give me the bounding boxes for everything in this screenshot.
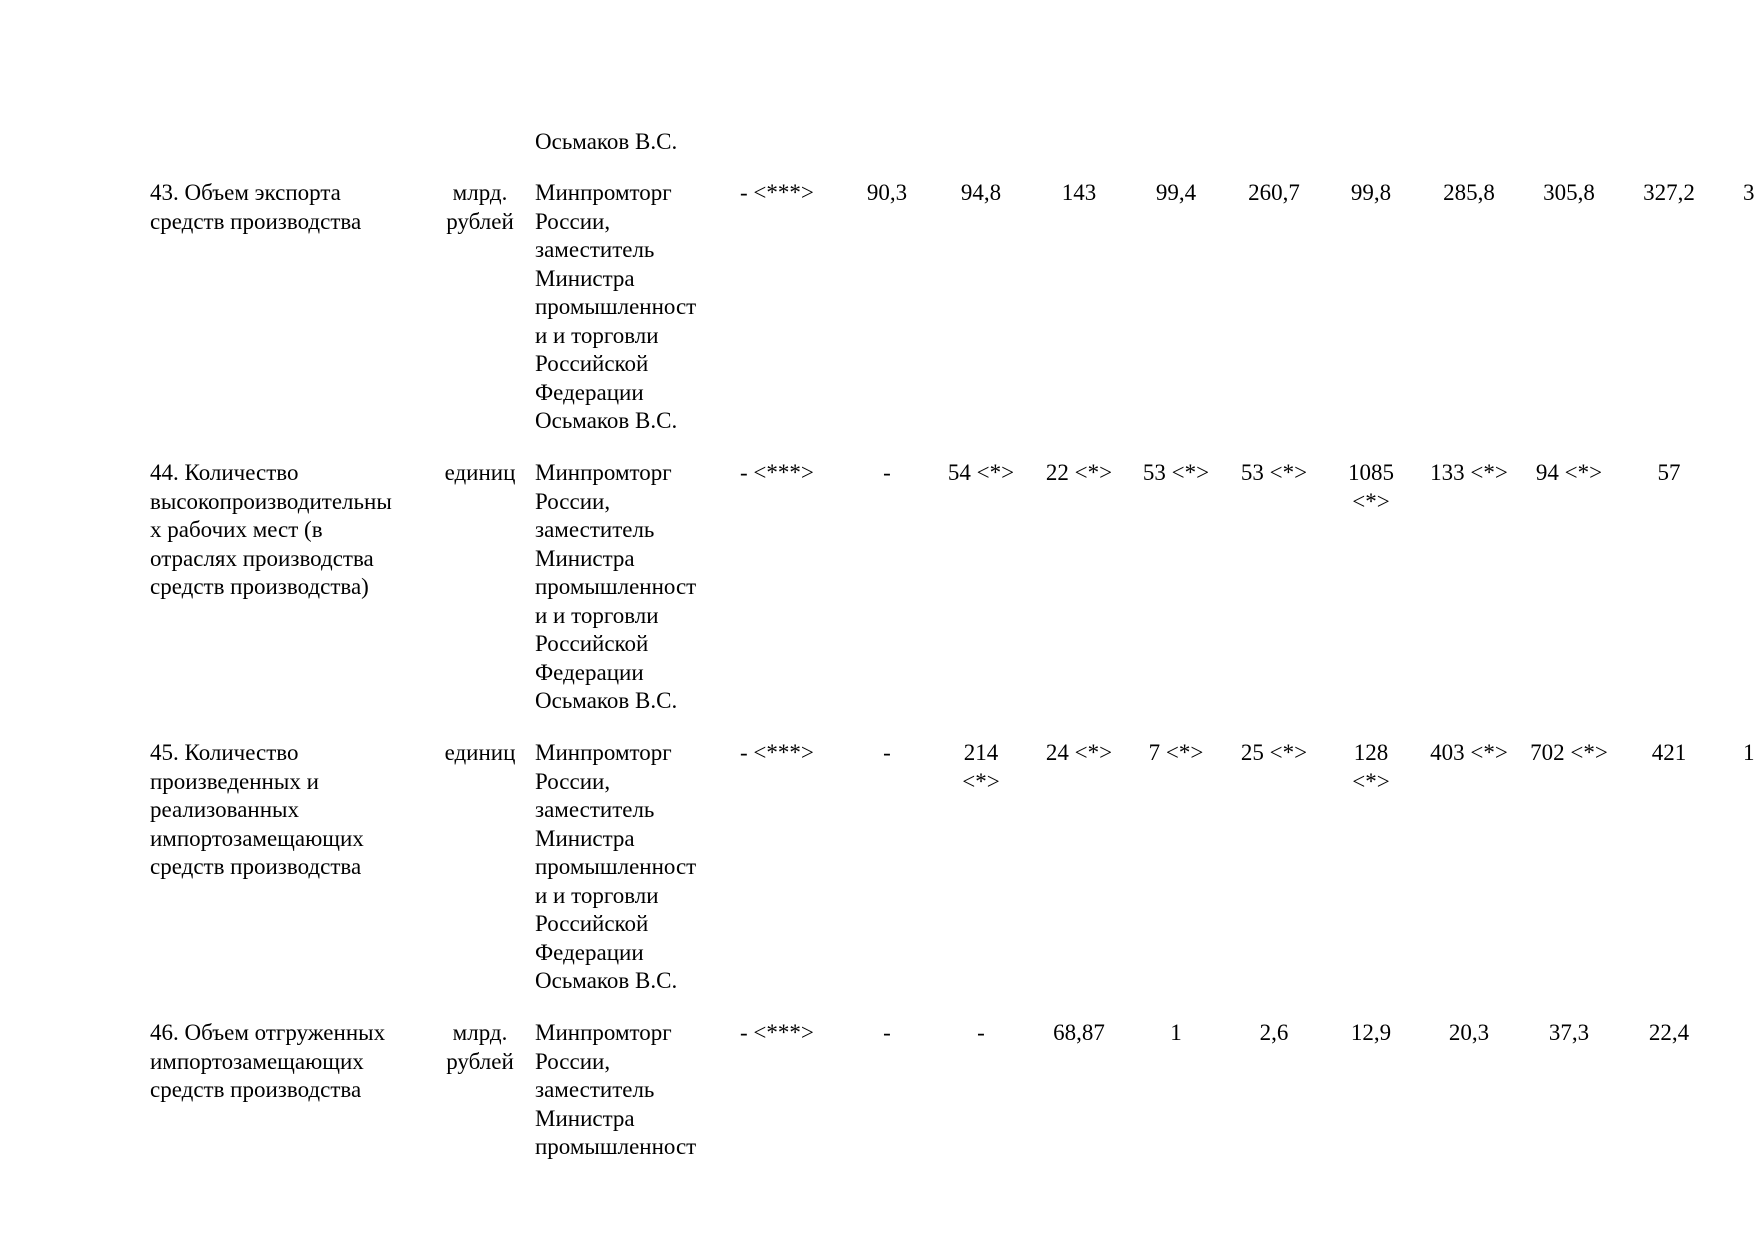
indicator-name-line: отраслях производства <box>150 545 374 571</box>
indicator-name-line: 45. Количество <box>150 740 299 765</box>
value-cell: 22,4 <box>1648 1020 1690 1045</box>
unit-cell-line: млрд. <box>452 1020 508 1045</box>
value-cell: 702 <*> <box>1530 740 1608 765</box>
value-cell: 285,8 <box>1443 180 1495 205</box>
indicator-name-line: импортозамещающих <box>150 825 364 851</box>
value-cell: 305,8 <box>1543 180 1595 205</box>
value-cell: 1 <box>1170 1020 1182 1045</box>
value-cell: 57 <box>1657 460 1681 485</box>
value-cell: 7 <*> <box>1148 740 1204 765</box>
responsible-cell-line: промышленност <box>535 1134 697 1159</box>
value-cell: 24 <*> <box>1045 740 1113 765</box>
value-cell: - <box>883 460 891 485</box>
responsible-cell-line: Осьмаков В.С. <box>535 688 678 713</box>
value-cell: <*> <box>1352 488 1390 514</box>
indicator-name-line: средств производства) <box>150 574 369 599</box>
indicator-name-line: высокопроизводительны <box>150 488 392 514</box>
responsible-cell-line: Минпромторг <box>535 180 672 205</box>
value-cell: 421 <box>1651 740 1687 765</box>
unit-cell-line: рублей <box>446 1048 514 1074</box>
responsible-cell-line: России, <box>535 768 611 794</box>
value-cell: 53 <*> <box>1142 460 1210 485</box>
value-cell: 12,9 <box>1350 1020 1392 1045</box>
responsible-cell-line: заместитель <box>535 797 655 822</box>
value-cell: 90,3 <box>866 180 908 205</box>
value-cell: - <box>977 1020 985 1045</box>
responsible-cell-line: и и торговли <box>535 882 659 908</box>
value-cell: 214 <box>963 740 999 765</box>
value-cell: 25 <*> <box>1240 740 1308 765</box>
responsible-cell-line: Федерации <box>535 379 644 405</box>
unit-cell-line: млрд. <box>452 180 508 205</box>
responsible-cell-line: России, <box>535 208 611 234</box>
responsible-cell-line: заместитель <box>535 517 655 542</box>
responsible-cell-line: Осьмаков В.С. <box>535 968 678 993</box>
responsible-cell-line: России, <box>535 488 611 514</box>
value-cell: 22 <*> <box>1045 460 1113 485</box>
responsible-cell-line: Министра <box>535 1105 635 1131</box>
base-value-cell: - <***> <box>740 180 814 205</box>
value-cell: 68,87 <box>1053 1020 1105 1045</box>
responsible-cell-line: Минпромторг <box>535 460 672 485</box>
indicator-name-line: х рабочих мест (в <box>150 517 323 542</box>
truncated-value-cell: 3 <box>1743 180 1754 205</box>
value-cell: 53 <*> <box>1240 460 1308 485</box>
responsible-cell-line: Российской <box>535 351 649 376</box>
value-cell: 128 <box>1353 740 1389 765</box>
value-cell: 99,4 <box>1155 180 1197 205</box>
value-cell: - <box>883 1020 891 1045</box>
value-cell: 54 <*> <box>947 460 1015 485</box>
indicator-name-line: 43. Объем экспорта <box>150 180 341 205</box>
indicator-name-line: произведенных и <box>150 768 319 794</box>
value-cell: 1085 <box>1348 460 1394 485</box>
responsible-cell-line: Российской <box>535 911 649 936</box>
value-cell: 94,8 <box>960 180 1002 205</box>
indicator-name-line: реализованных <box>150 797 299 822</box>
indicator-name-line: средств производства <box>150 854 362 879</box>
responsible-cell-line: заместитель <box>535 237 655 262</box>
base-value-cell: - <***> <box>740 460 814 485</box>
indicator-name-line: 44. Количество <box>150 460 299 485</box>
responsible-cell-line: Федерации <box>535 939 644 965</box>
responsible-cell-line: промышленност <box>535 294 697 319</box>
responsible-cell-line: Российской <box>535 631 649 656</box>
value-cell: <*> <box>962 768 1000 794</box>
responsible-cell-line: заместитель <box>535 1077 655 1102</box>
indicator-name-line: средств производства <box>150 1077 362 1102</box>
value-cell: 403 <*> <box>1430 740 1508 765</box>
responsible-cell-line: Министра <box>535 825 635 851</box>
indicator-name-line: средств производства <box>150 208 362 234</box>
value-cell: <*> <box>1352 768 1390 794</box>
responsible-cell-line: Минпромторг <box>535 1020 672 1045</box>
value-cell: 143 <box>1061 180 1097 205</box>
value-cell: 260,7 <box>1248 180 1300 205</box>
responsible-cell-line: Минпромторг <box>535 740 672 765</box>
responsible-cell-line: Министра <box>535 265 635 291</box>
responsible-cell-line: промышленност <box>535 574 697 599</box>
value-cell: 2,6 <box>1259 1020 1289 1045</box>
responsible-cell-line: России, <box>535 1048 611 1074</box>
responsible-cell-line: и и торговли <box>535 602 659 628</box>
indicator-name-line: импортозамещающих <box>150 1048 364 1074</box>
value-cell: 133 <*> <box>1430 460 1508 485</box>
responsible-cell-line: промышленност <box>535 854 697 879</box>
value-cell: 37,3 <box>1548 1020 1590 1045</box>
responsible-cell-line: Министра <box>535 545 635 571</box>
value-cell: 94 <*> <box>1535 460 1603 485</box>
truncated-value-cell: 1 <box>1743 740 1754 765</box>
base-value-cell: - <***> <box>740 740 814 765</box>
indicator-name-line: 46. Объем отгруженных <box>150 1020 386 1045</box>
unit-cell-line: единиц <box>444 460 516 485</box>
base-value-cell: - <***> <box>740 1020 814 1045</box>
unit-cell-line: рублей <box>446 208 514 234</box>
unit-cell-line: единиц <box>444 740 516 765</box>
value-cell: 99,8 <box>1350 180 1392 205</box>
responsible-cell-line: Осьмаков В.С. <box>535 129 678 154</box>
value-cell: - <box>883 740 891 765</box>
responsible-cell-line: Федерации <box>535 659 644 685</box>
value-cell: 327,2 <box>1643 180 1695 205</box>
value-cell: 20,3 <box>1448 1020 1490 1045</box>
responsible-cell-line: и и торговли <box>535 322 659 348</box>
responsible-cell-line: Осьмаков В.С. <box>535 408 678 433</box>
